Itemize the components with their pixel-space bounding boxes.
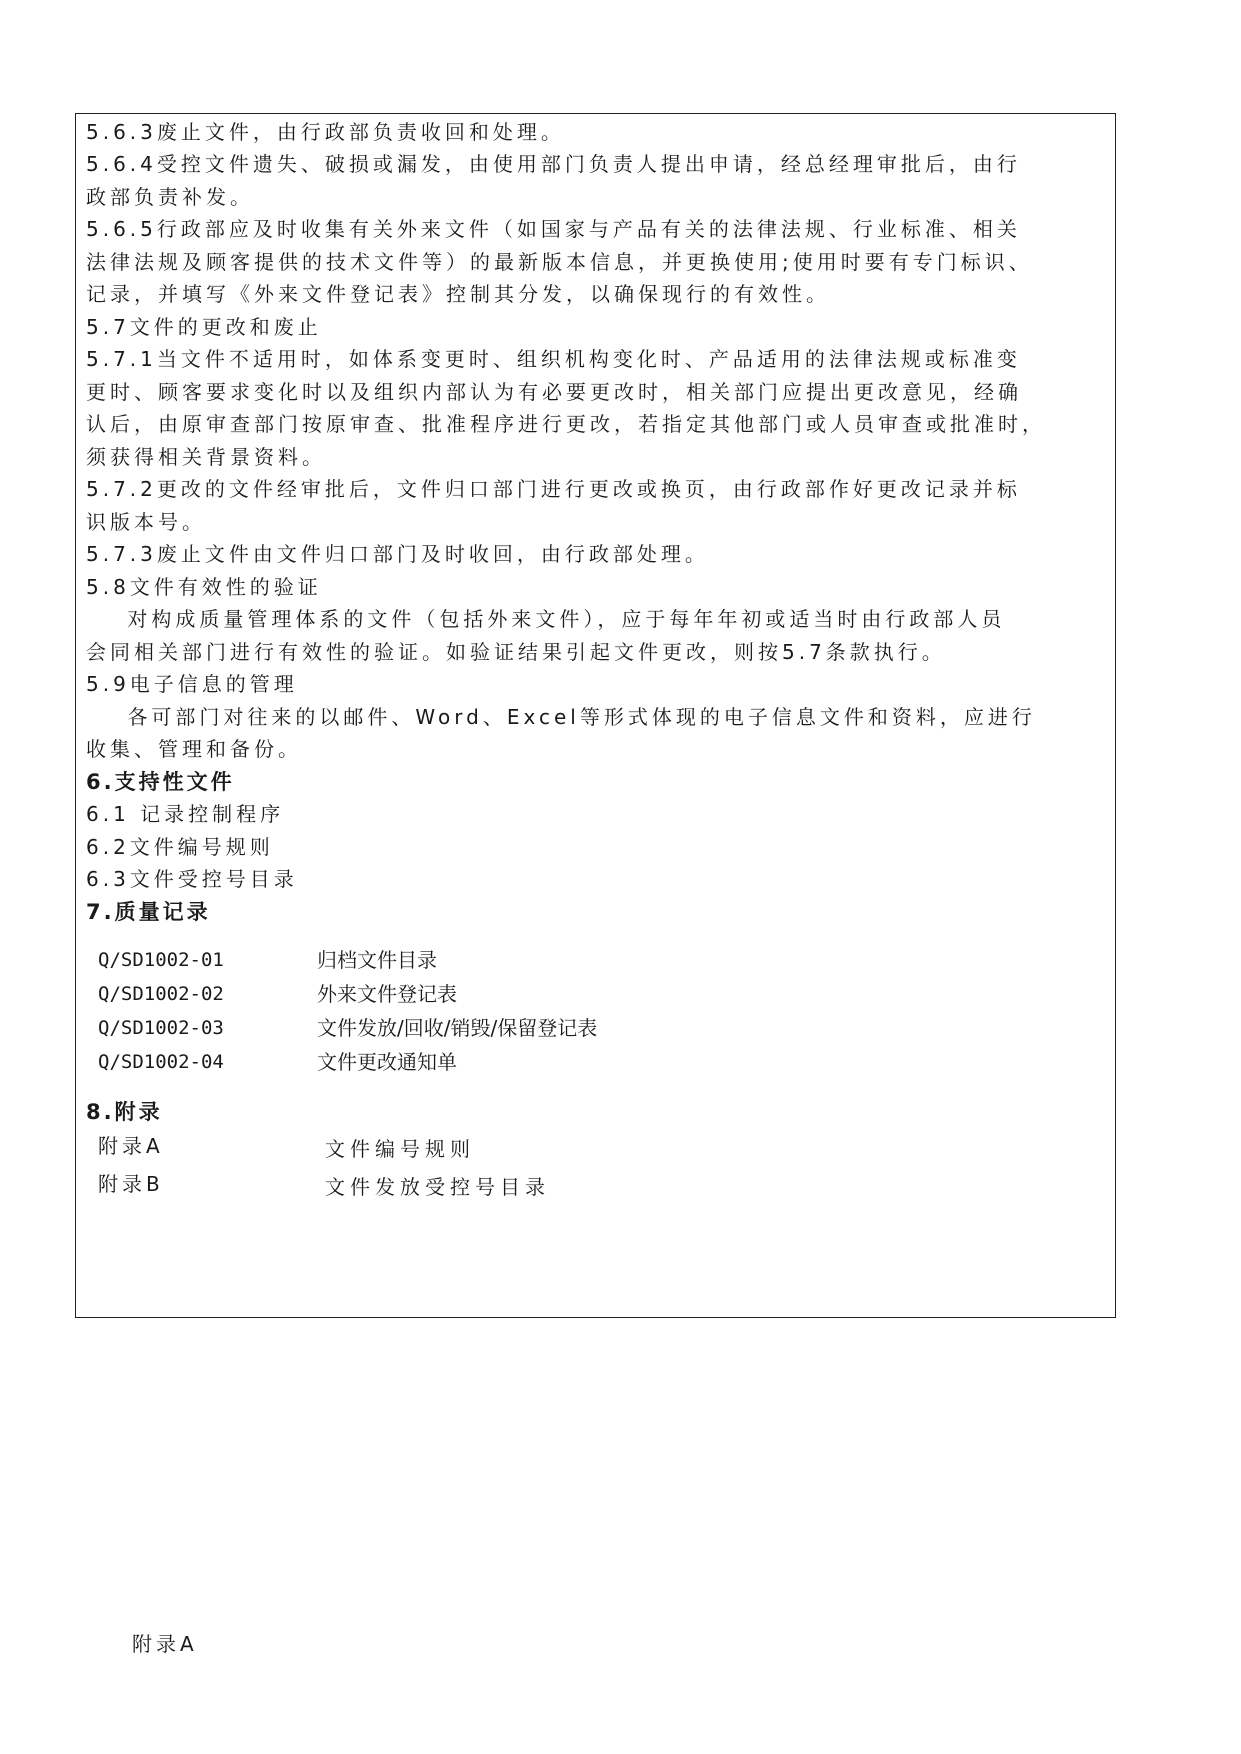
body-line: 5.8文件有效性的验证: [86, 575, 322, 599]
body-line: 会同相关部门进行有效性的验证。如验证结果引起文件更改，则按5.7条款执行。: [86, 640, 946, 664]
body-line: 识版本号。: [86, 510, 206, 534]
record-code: Q/SD1002-04: [98, 1051, 224, 1073]
appendix-name: 文件发放受控号目录: [325, 1175, 550, 1199]
body-line: 法律法规及顾客提供的技术文件等）的最新版本信息，并更换使用;使用时要有专门标识、: [86, 250, 1033, 274]
body-line: 5.7.1当文件不适用时，如体系变更时、组织机构变化时、产品适用的法律法规或标准变: [86, 347, 1021, 371]
body-line: 5.6.5行政部应及时收集有关外来文件（如国家与产品有关的法律法规、行业标准、相关: [86, 217, 1021, 241]
body-line: 5.7.2更改的文件经审批后，文件归口部门进行更改或换页，由行政部作好更改记录并标: [86, 477, 1021, 501]
body-line: 收集、管理和备份。: [86, 737, 302, 761]
appendix-name: 文件编号规则: [325, 1137, 475, 1161]
supporting-doc-item: 6.1 记录控制程序: [86, 802, 285, 826]
body-line: 认后，由原审查部门按原审查、批准程序进行更改，若指定其他部门或人员审查或批准时，: [86, 412, 1046, 436]
supporting-doc-item: 6.3文件受控号目录: [86, 867, 298, 891]
body-line: 记录，并填写《外来文件登记表》控制其分发，以确保现行的有效性。: [86, 282, 830, 306]
body-line: 对构成质量管理体系的文件（包括外来文件），应于每年年初或适当时由行政部人员: [86, 607, 1006, 631]
record-code: Q/SD1002-01: [98, 949, 224, 971]
body-line: 各可部门对往来的以邮件、Word、Excel等形式体现的电子信息文件和资料，应进行: [86, 705, 1036, 729]
record-name: 外来文件登记表: [317, 982, 457, 1006]
appendix-a-title: 附录A: [132, 1632, 198, 1656]
body-line: 5.6.4受控文件遗失、破损或漏发，由使用部门负责人提出申请，经总经理审批后，由行: [86, 152, 1021, 176]
section-heading-supporting-documents: 6.支持性文件: [86, 770, 235, 794]
record-code: Q/SD1002-03: [98, 1017, 224, 1039]
body-line: 更时、顾客要求变化时以及组织内部认为有必要更改时，相关部门应提出更改意见，经确: [86, 380, 1022, 404]
record-name: 归档文件目录: [317, 948, 437, 972]
appendix-label: 附录A: [98, 1134, 164, 1158]
record-name: 文件更改通知单: [317, 1050, 457, 1074]
section-heading-appendix: 8.附录: [86, 1100, 163, 1124]
section-heading-quality-records: 7.质量记录: [86, 900, 211, 924]
body-line: 5.7.3废止文件由文件归口部门及时收回，由行政部处理。: [86, 542, 709, 566]
record-code: Q/SD1002-02: [98, 983, 224, 1005]
body-line: 5.7文件的更改和废止: [86, 315, 322, 339]
appendix-label: 附录B: [98, 1172, 164, 1196]
body-line: 政部负责补发。: [86, 185, 254, 209]
record-name: 文件发放/回收/销毁/保留登记表: [317, 1016, 598, 1040]
body-line: 5.9电子信息的管理: [86, 672, 298, 696]
body-line: 5.6.3废止文件，由行政部负责收回和处理。: [86, 120, 565, 144]
supporting-doc-item: 6.2文件编号规则: [86, 835, 274, 859]
body-line: 须获得相关背景资料。: [86, 445, 326, 469]
